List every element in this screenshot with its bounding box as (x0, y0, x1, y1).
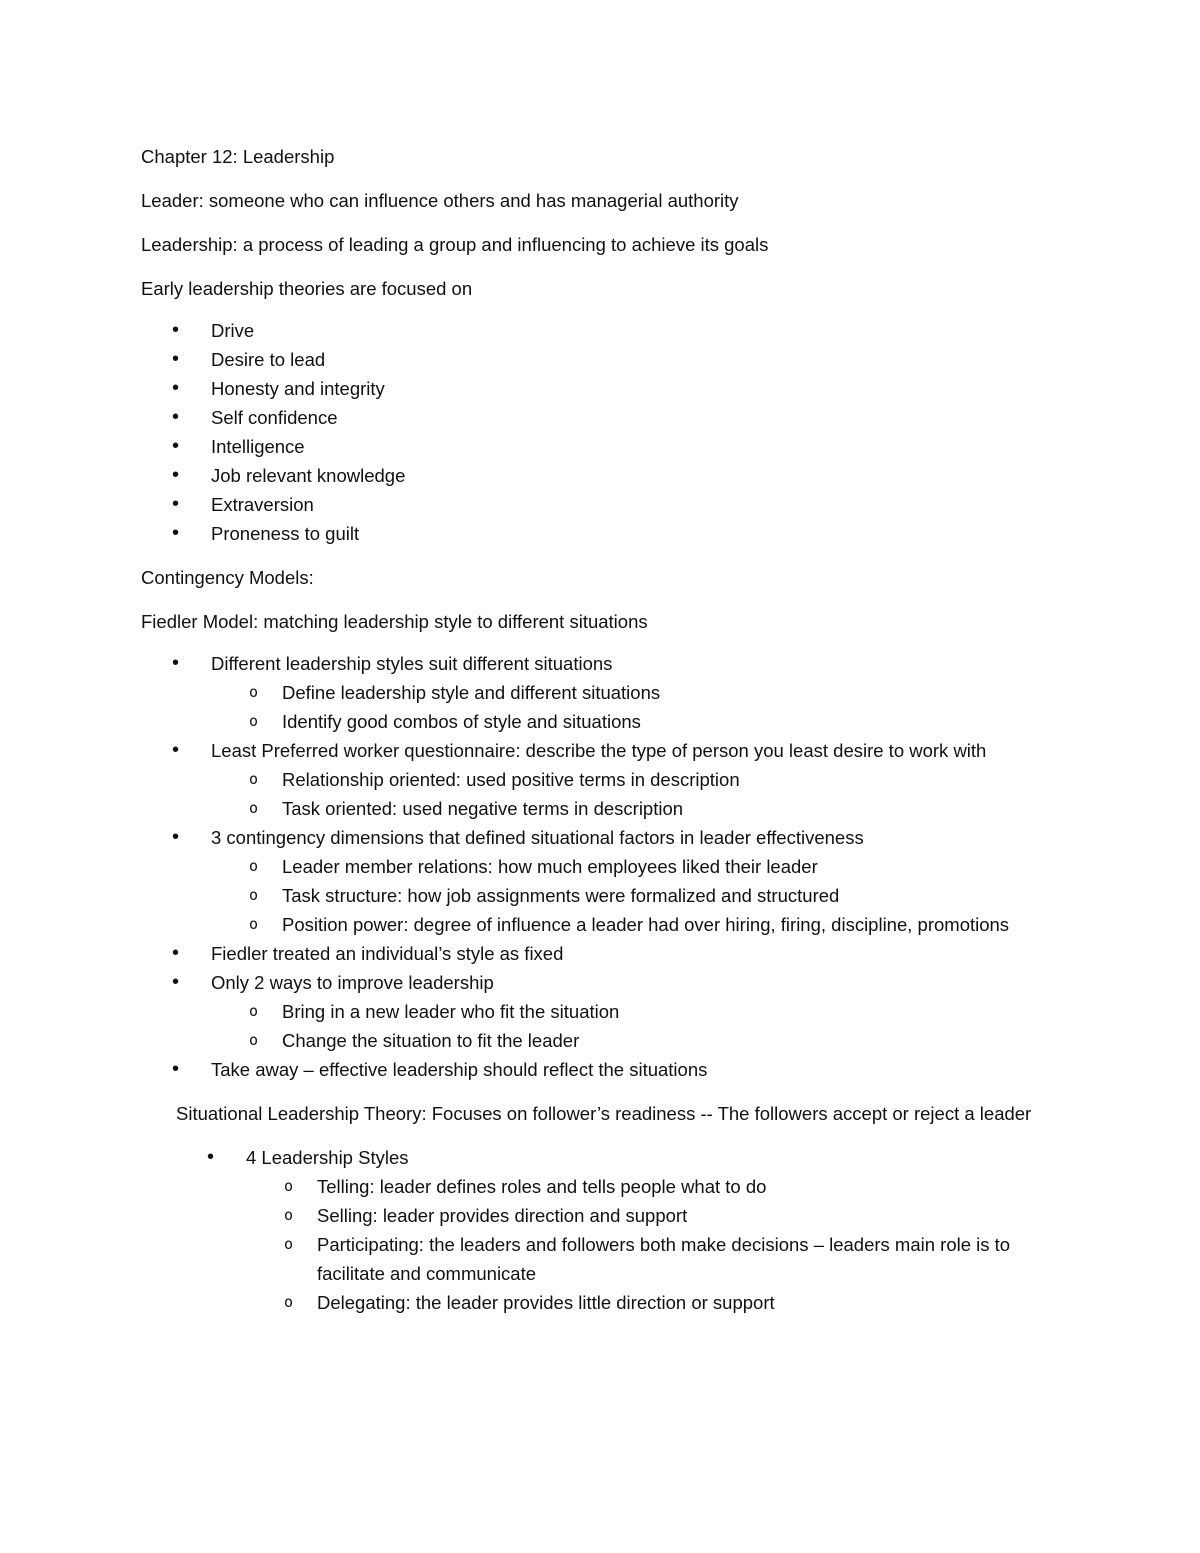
list-item: • Only 2 ways to improve leadership o Bring in a new leader who fit the situation o Change the situation to fit the leader (141, 968, 1071, 1055)
sub-list-item: o Telling: leader defines roles and tells people what to do (246, 1172, 1071, 1201)
sub-list-item: o Task structure: how job assignments were formalized and structured (211, 881, 1071, 910)
list-item: • Desire to lead (141, 345, 1071, 374)
list-item: • Different leadership styles suit different situations o Define leadership style and different situations o Identify good combos of style and situations (141, 649, 1071, 736)
list-item: • 3 contingency dimensions that defined situational factors in leader effectiveness o Leader member relations: how much employees liked their leader o Task structure: how job assignments were formalized and structured o Position power: degree of influence a leader had over hiring, firing, discipline, promotions (141, 823, 1071, 939)
sub-list-item: o Participating: the leaders and followers both make decisions – leaders main role is to facilitate and communicate (246, 1230, 1071, 1288)
early-theories-heading: Early leadership theories are focused on (141, 278, 473, 299)
contingency-heading: Contingency Models: (141, 567, 314, 588)
leader-definition: Leader: someone who can influence others and has managerial authority (141, 190, 739, 211)
list-item: • Extraversion (141, 490, 1071, 519)
sub-list (211, 765, 1071, 823)
list-item: • 4 Leadership Styles o Telling: leader defines roles and tells people what to do o Selling: leader provides direction and support o Participating: the leaders and followers both make decisions – leaders main role is to facilitate and communicate o Delegating: the leader provides little direction or support (176, 1143, 1071, 1317)
sub-list (211, 997, 1071, 1055)
list-item: • Least Preferred worker questionnaire: describe the type of person you least desire to work with o Relationship oriented: used positive terms in description o Task oriented: used negative terms in description (141, 736, 1071, 823)
list-item: • Proneness to guilt (141, 519, 1071, 548)
leadership-definition: Leadership: a process of leading a group and influencing to achieve its goals (141, 234, 769, 255)
list-item: • Honesty and integrity (141, 374, 1071, 403)
sub-list-item: o Selling: leader provides direction and support (246, 1201, 1071, 1230)
sub-list-item: o Position power: degree of influence a leader had over hiring, firing, discipline, promotions (211, 910, 1071, 939)
list-item: • Take away – effective leadership should reflect the situations (141, 1055, 1071, 1084)
sub-list-item: o Task oriented: used negative terms in description (211, 794, 1071, 823)
sub-list-item: o Change the situation to fit the leader (211, 1026, 1071, 1055)
fiedler-list (141, 649, 1071, 1084)
situational-heading: Situational Leadership Theory: Focuses on follower’s readiness -- The followers accept or reject a leader (176, 1103, 1032, 1124)
sub-list-item: o Identify good combos of style and situations (211, 707, 1071, 736)
fiedler-heading: Fiedler Model: matching leadership style to different situations (141, 611, 648, 632)
list-item: • Drive (141, 316, 1071, 345)
list-item: • Self confidence (141, 403, 1071, 432)
sub-list-item: o Leader member relations: how much employees liked their leader (211, 852, 1071, 881)
sub-list-item: o Relationship oriented: used positive terms in description (211, 765, 1071, 794)
sub-list-item: o Define leadership style and different situations (211, 678, 1071, 707)
document-title: Chapter 12: Leadership (141, 146, 335, 167)
situational-block (176, 1143, 1071, 1317)
sub-list (211, 852, 1071, 939)
list-item: • Fiedler treated an individual’s style as fixed (141, 939, 1071, 968)
list-item: • Intelligence (141, 432, 1071, 461)
sub-list (211, 678, 1071, 736)
sub-list-item: o Bring in a new leader who fit the situation (211, 997, 1071, 1026)
list-item: • Job relevant knowledge (141, 461, 1071, 490)
sub-list-item: o Delegating: the leader provides little direction or support (246, 1288, 1071, 1317)
document-body (141, 142, 1071, 1317)
situational-list (176, 1143, 1071, 1317)
early-theories-list (141, 316, 1071, 548)
sub-list (246, 1172, 1071, 1317)
